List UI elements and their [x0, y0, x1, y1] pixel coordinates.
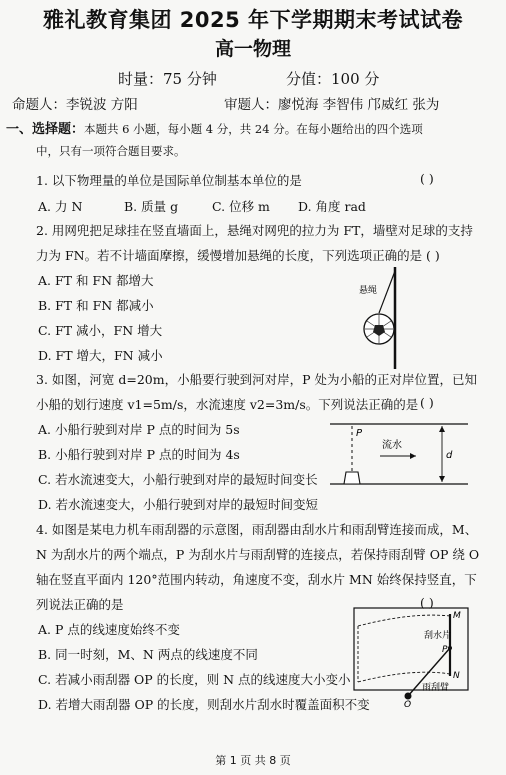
- question-setters: 命题人：李锐波 方阳: [12, 97, 138, 113]
- flow-arrowhead: [410, 453, 416, 459]
- m-label: M: [453, 611, 461, 621]
- arm-label: 雨刮臂: [422, 683, 450, 693]
- question-reviewers: 审题人：廖悦海 李智伟 邝威红 张为: [224, 97, 440, 113]
- q3-river-figure: [330, 418, 470, 490]
- q4-wiper-figure: [350, 604, 475, 708]
- boat-icon: [344, 472, 360, 484]
- q4-option-c: C. 若减小雨刮器 OP 的长度，则 N 点的线速度大小变小: [38, 672, 351, 687]
- q2-option-b: B. FT 和 FN 都减小: [38, 298, 154, 313]
- q4-option-a: A. P 点的线速度始终不变: [38, 622, 180, 637]
- blade-label: 刮水片: [424, 631, 452, 641]
- section-1-heading: [6, 118, 423, 137]
- sweep-arc-top: [358, 615, 450, 626]
- q1-answer-bracket: ( ): [420, 171, 434, 186]
- q3-option-d: D. 若水流速变大，小船行驶到对岸的最短时间变短: [38, 497, 319, 512]
- q1-stem: 1. 以下物理量的单位是国际单位制基本单位的是: [36, 173, 302, 188]
- q3-option-c: C. 若水流速变大，小船行驶到对岸的最短时间变长: [38, 472, 318, 487]
- q4-answer-bracket: ( ): [420, 595, 434, 610]
- q4-option-b: B. 同一时刻，M、N 两点的线速度不同: [38, 647, 258, 662]
- q4-line-3: 轴在竖直平面内 120°范围内转动，角速度不变，刮水片 MN 始终保持竖直，下: [36, 572, 477, 587]
- hanging-rope: [379, 271, 395, 313]
- o-label: O: [404, 700, 412, 708]
- section-1-instruction-1: 本题共 6 小题，每小题 4 分，共 24 分。在每小题给出的四个选项: [84, 122, 423, 136]
- page-number: 第 1 页 共 8 页: [215, 754, 291, 767]
- exam-subject: 高一物理: [214, 38, 291, 60]
- q2-option-a: A. FT 和 FN 都增大: [38, 273, 154, 288]
- q3-line-2: 小船的划行速度 v1=5m/s，水流速度 v2=3m/s。下列说法正确的是: [36, 397, 419, 412]
- pivot-o: [405, 693, 412, 700]
- joint-p: [448, 646, 452, 650]
- section-1-instruction-2: 中，只有一项符合题目要求。: [36, 144, 186, 158]
- q3-answer-bracket: ( ): [420, 395, 434, 410]
- rope-label: 悬绳: [359, 286, 378, 296]
- q2-line-1: 2. 用网兜把足球挂在竖直墙面上，悬绳对网兜的拉力为 FT，墙壁对足球的支持: [36, 223, 473, 238]
- q2-option-d: D. FT 增大，FN 减小: [38, 348, 163, 363]
- q1-option-d: D. 角度 rad: [298, 199, 366, 214]
- exam-time: 时量：75 分钟: [118, 70, 217, 88]
- d-label: d: [446, 450, 453, 461]
- q4-option-d: D. 若增大雨刮器 OP 的长度，则刮水片刮水时覆盖面积不变: [38, 697, 370, 712]
- exam-title: 雅礼教育集团 2025 年下学期期末考试试卷: [42, 8, 464, 32]
- sweep-arc-bottom: [358, 672, 450, 682]
- q1-option-a: A. 力 N: [38, 199, 83, 214]
- p-label: P: [442, 645, 448, 655]
- flow-label: 流水: [382, 440, 402, 451]
- p-label: P: [356, 428, 363, 439]
- exam-score: 分值：100 分: [286, 70, 380, 88]
- q2-line-2: 力为 FN。若不计墙面摩擦，缓慢增加悬绳的长度，下列选项正确的是 ( ): [36, 248, 440, 263]
- q1-option-b: B. 质量 g: [124, 199, 179, 214]
- q3-option-b: B. 小船行驶到对岸 P 点的时间为 4s: [38, 447, 240, 462]
- q3-line-1: 3. 如图，河宽 d=20m，小船要行驶到河对岸，P 处为小船的正对岸位置，已知: [36, 372, 477, 387]
- q3-option-a: A. 小船行驶到对岸 P 点的时间为 5s: [38, 422, 240, 437]
- section-1-title: 一、选择题：: [6, 122, 85, 137]
- q1-option-c: C. 位移 m: [212, 199, 270, 214]
- q2-option-c: C. FT 减小，FN 增大: [38, 323, 163, 338]
- n-label: N: [453, 671, 460, 681]
- q4-line-2: N 为刮水片的两个端点，P 为刮水片与雨刮臂的连接点，若保持雨刮臂 OP 绕 O: [36, 547, 480, 562]
- q4-line-1: 4. 如图是某电力机车雨刮器的示意图，雨刮器由刮水片和雨刮臂连接而成，M、: [36, 522, 478, 537]
- q4-line-4: 列说法正确的是: [36, 597, 124, 612]
- q2-ball-figure: [355, 265, 425, 370]
